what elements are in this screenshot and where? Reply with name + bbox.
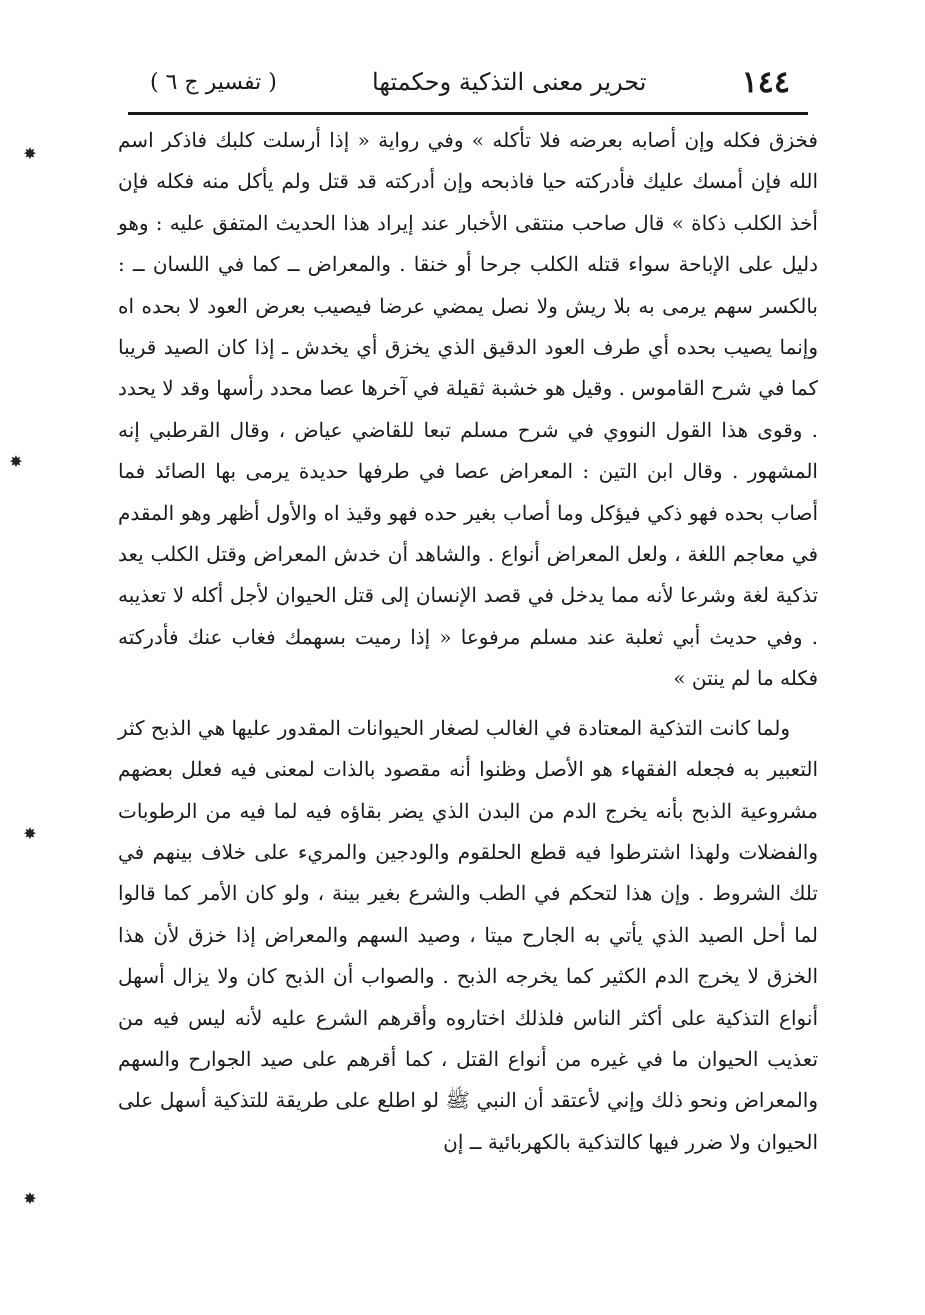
binding-hole-mark — [8, 454, 24, 470]
text-line: الذبح كثر التعبير به فجعله الفقهاء هو الأصل وظنوا أنه مقصود بالذات لمعنى فيه فعلل — [117, 715, 818, 782]
text-line: بعرض العود لا بحده اه وإنما يصيب بحده أي طرف العود الدقيق الذي يخزق أي — [118, 293, 818, 360]
text-line: رميت بسهمك فغاب عنك فأدركته فكله ما لم ينتن » — [118, 624, 818, 691]
text-line: ــ كما في اللسان ــ : بالكسر سهم يرمى به بلا ريش ولا نصل يمضي عرضا فيصيب — [118, 252, 818, 318]
text-line: فكله فإن أخذ الكلب ذكاة » قال صاحب منتقى الأخبار عند إيراد هذا الحديث — [118, 169, 818, 235]
text-line: على طريقة للتذكية أسهل على الحيوان ولا ضرر فيها كالتذكية بالكهربائية ــ إن — [118, 1088, 818, 1154]
text-line: بها الصائد فما أصاب بحده فهو ذكي فيؤكل وما أصاب بغير حده فهو وقيذ اه — [118, 459, 819, 525]
paragraph — [118, 708, 818, 1163]
page-header — [150, 60, 790, 104]
binding-hole-mark — [22, 826, 38, 842]
header-rule — [128, 112, 808, 115]
text-line: قتل الحيوان لأجل أكله لا تعذيبه . وفي حديث أبي ثعلبة عند مسلم مرفوعا « إذا — [118, 583, 818, 649]
text-line: المعراض وقتل الكلب يعد تذكية لغة وشرعا لأنه مما يدخل في قصد الإنسان إلى — [118, 542, 819, 608]
text-line: خزق لأن هذا الخزق لا يخرج الدم الكثير كما يخرجه الذبح . والصواب أن الذبح — [118, 922, 819, 989]
text-line: فخزق فكله وإن أصابه بعرضه فلا تأكله » وفي رواية « إذا أرسلت كلبك فاذكر — [161, 128, 818, 152]
paragraph — [118, 120, 818, 700]
binding-hole-mark — [22, 1191, 38, 1207]
text-line: عليه لأنه ليس فيه من تعذيب الحيوان ما في غيره من أنواع القتل ، كما أقرهم على — [118, 1005, 819, 1071]
text-line: بعضهم مشروعية الذبح بأنه يخرج الدم من البدن الذي يضر بقاؤه فيه لما فيه من — [118, 757, 818, 823]
text-line: والأول أظهر وهو المقدم في معاجم اللغة ، ولعل المعراض أنواع . والشاهد أن خدش — [118, 500, 819, 567]
text-line: المتفق عليه : وهو دليل على الإباحة سواء قتله الكلب جرحا أو خنقا . والمعراض — [118, 210, 819, 277]
page-number: ١٤٤ — [741, 64, 790, 100]
text-line: يخدش ـ إذا كان الصيد قريبا كما في شرح القاموس . وقيل هو خشبة ثقيلة في آخرها عصا — [118, 335, 819, 401]
text-line: محدد رأسها وقد لا يحدد . وقوى هذا القول النووي في شرح مسلم تبعا للقاضي عياض ، — [118, 376, 818, 442]
section-label: ( تفسير ج ٦ ) — [150, 69, 277, 95]
text-line: الأمر كما قالوا لما أحل الصيد الذي يأتي به الجارح ميتا ، وصيد السهم والمعراض إذا — [118, 881, 818, 947]
text-line: صيد الجوارح والسهم والمعراض ونحو ذلك وإني لأعتقد أن النبي ﷺ لو اطلع — [118, 1046, 818, 1113]
running-title: تحرير معنى التذكية وحكمتها — [372, 68, 647, 96]
text-line: ولما كانت التذكية المعتادة في الغالب لصغار الحيوانات المقدور عليها هي — [197, 715, 790, 740]
text-line: الرطوبات والفضلات ولهذا اشترطوا فيه قطع الحلقوم والودجين والمريء على خلاف — [118, 798, 818, 864]
text-line: كان ولا يزال أسهل أنواع التذكية على أكثر الناس فلذلك اختاروه وأقرهم الشرع — [118, 964, 819, 1030]
body-text — [118, 120, 818, 1163]
binding-hole-mark — [22, 146, 38, 162]
text-line: اسم الله فإن أمسك عليك فأدركته حيا فاذبحه وإن أدركته قد قتل ولم يأكل منه — [118, 128, 819, 194]
text-line: وقال القرطبي إنه المشهور . وقال ابن التين : المعراض عصا في طرفها حديدة يرمى — [118, 417, 818, 484]
text-line: بينهم في تلك الشروط . وإن هذا لتحكم في الطب والشرع بغير بينة ، ولو كان — [118, 839, 818, 906]
